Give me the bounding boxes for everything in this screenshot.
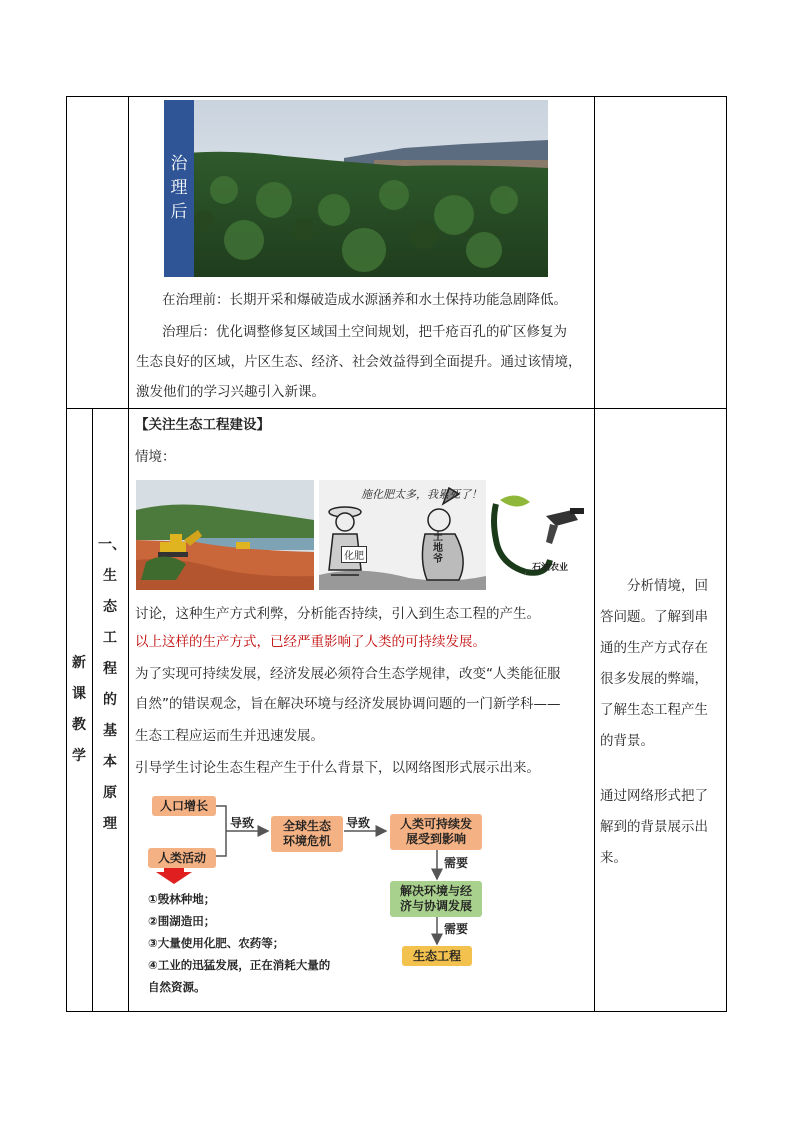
human-activity-box: 人类活动	[148, 848, 216, 868]
cartoon-earth-god-label: 土地爷	[433, 532, 443, 565]
human-activity-list	[148, 888, 330, 998]
population-growth-box: 人口增长	[152, 796, 216, 816]
global-eco-crisis-box: 全球生态 环境危机	[271, 816, 343, 852]
table-col-divider-1	[92, 408, 93, 1012]
cartoon-caption: 施化肥太多，我累死了！	[361, 488, 482, 501]
after-treatment-text-line-1: 治理后：优化调整修复区域国土空间规划，把千疮百孔的矿区修复为	[162, 324, 567, 340]
resolve-coordination-box: 解决环境与经 济与协调发展	[390, 881, 482, 917]
sustainability-impact-box: 人类可持续发 展受到影响	[390, 814, 482, 850]
warning-text: 以上这样的生产方式，已经严重影响了人类的可持续发展。	[135, 634, 486, 650]
sustainability-text-line-1: 为了实现可持续发展，经济发展必须符合生态学规律，改变“人类能征服	[135, 666, 561, 682]
cartoon-fertilizer-tag: 化肥	[341, 546, 367, 563]
needs-label-2: 需要	[444, 922, 469, 936]
leads-to-label-1: 导致	[230, 816, 255, 830]
section-heading: 【关注生态工程建设】	[135, 417, 270, 433]
sustainability-text-line-3: 生态工程应运而生并迅速发展。	[135, 728, 324, 744]
needs-label-1: 需要	[444, 856, 469, 870]
table-col-divider-3	[594, 96, 595, 1012]
student-activity-column: 分析情境，回 答问题。了解到串 通的生产方式存在 很多发展的弊端， 了解生态工程产生 的背景。 通过网络形式把了 解到的背景展示出 来。	[600, 578, 708, 866]
activity-item: ①毁林种地；	[148, 892, 216, 906]
new-lesson-label: 新 课 教 学	[72, 655, 86, 764]
activity-item: ④工业的迅猛发展，正在消耗大量的	[148, 958, 331, 972]
after-treatment-photo	[164, 100, 548, 277]
activity-item: 自然资源。	[148, 980, 206, 994]
table-right-border	[726, 96, 727, 1012]
situation-label: 情境：	[135, 449, 176, 465]
guidance-text: 引导学生讨论生态生程产生于什么背景下，以网络图形式展示出来。	[135, 760, 540, 776]
sustainability-text-line-2: 自然”的错误观念，旨在解决环境与经济发展协调问题的一门新学科——	[135, 696, 561, 712]
cartoon-image	[319, 480, 486, 590]
table-top-border	[66, 96, 727, 97]
eco-engineering-box: 生态工程	[402, 946, 472, 966]
table-col-divider-2	[128, 96, 129, 1012]
after-treatment-text-line-2: 生态良好的区域，片区生态、经济、社会效益得到全面提升。通过该情境，	[136, 354, 582, 370]
discussion-text: 讨论，这种生产方式利弊，分析能否持续，引入到生态工程的产生。	[135, 606, 540, 622]
table-row-divider	[66, 408, 727, 409]
section-title: 一、 生 态 工 程 的 基 本 原 理	[98, 537, 126, 832]
after-treatment-label: 治 理 后	[170, 154, 188, 222]
activity-item: ②围湖造田；	[148, 914, 216, 928]
leads-to-label-2: 导致	[346, 816, 371, 830]
after-treatment-text-line-3: 激发他们的学习兴趣引入新课。	[136, 384, 325, 400]
oil-agriculture-label: 石油农业	[532, 563, 569, 573]
table-bottom-border	[66, 1011, 727, 1012]
activity-item: ③大量使用化肥、农药等；	[148, 936, 285, 950]
mining-photo	[136, 480, 314, 590]
table-left-border	[66, 96, 67, 1012]
before-treatment-text: 在治理前：长期开采和爆破造成水源涵养和水土保持功能急剧降低。	[162, 292, 567, 308]
oil-agriculture-image	[486, 480, 588, 590]
background-network-diagram	[132, 786, 594, 1006]
